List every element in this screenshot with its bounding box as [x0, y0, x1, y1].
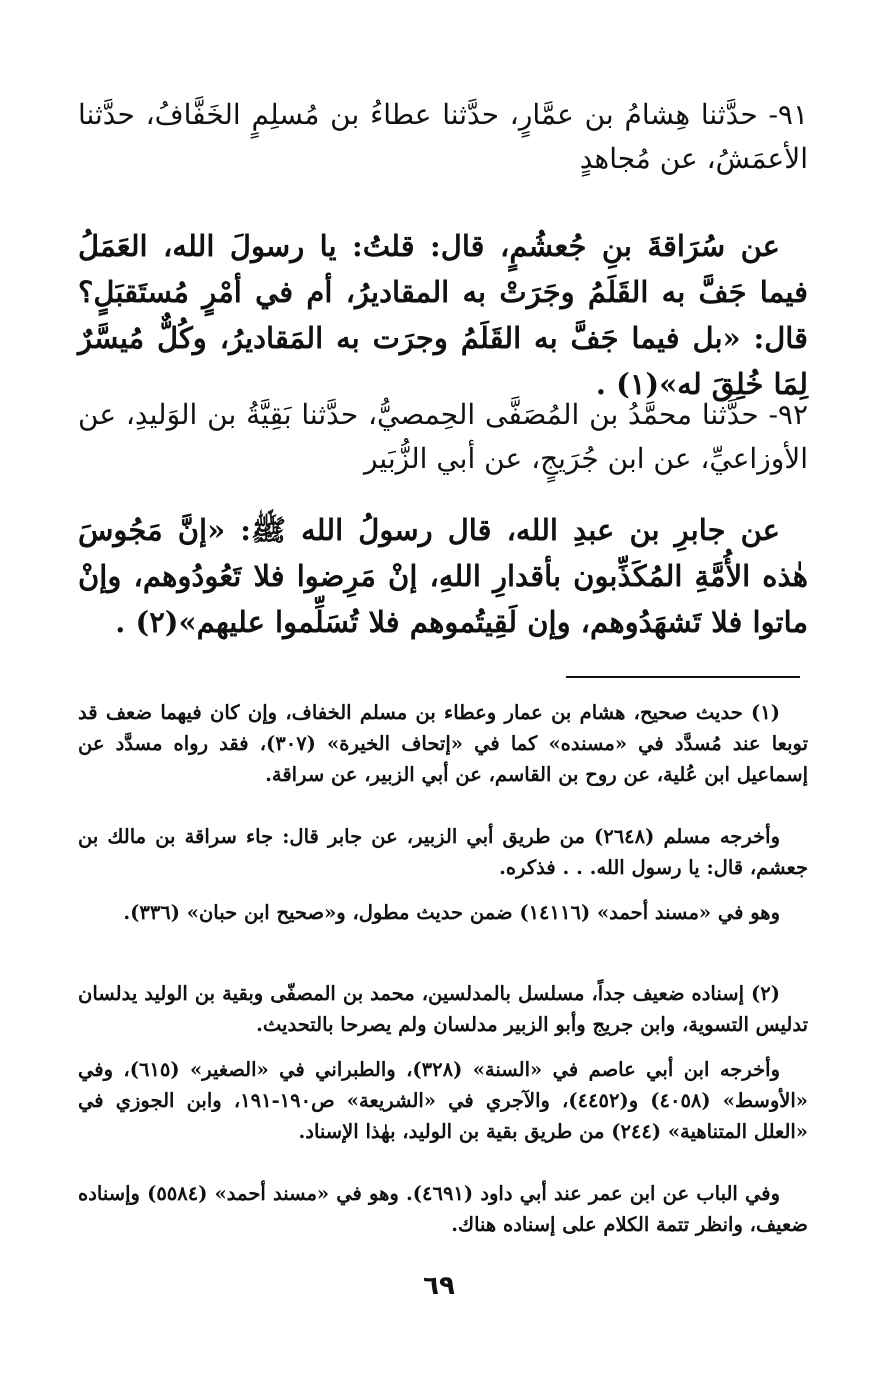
footnote-1-ahmad: وهو في «مسند أحمد» (١٤١١٦) ضمن حديث مطول، و«صحيح ابن حبان» (٣٣٦). — [123, 901, 780, 924]
footnote-2-bab: وفي الباب عن ابن عمر عند أبي داود (٤٦٩١). وهو في «مسند أحمد» (٥٥٨٤) وإسناده ضعيف، وانظر تتمة الكلام على إسناده هناك. — [78, 1182, 808, 1236]
page-number: ٦٩ — [423, 1271, 455, 1301]
hadith-92-matn: عن جابرِ بن عبدِ الله، قال رسولُ الله ﷺ: «إنَّ مَجُوسَ هٰذه الأُمَّةِ المُكَذِّبون بأقدارِ اللهِ، إنْ مَرِضوا فلا تَعُودُوهم، وإنْ ماتوا فلا تَشهَدُوهم، وإن لَقِيتُموهم فلا تُسَلِّموا عليهم»(٢) . — [78, 513, 808, 639]
footnote-divider — [566, 676, 800, 678]
footnote-2-text: (٢) إسناده ضعيف جداً، مسلسل بالمدلسين، محمد بن المصفّى وبقية بن الوليد يدلسان تدليس التسوية، وابن جريج وأبو الزبير مدلسان ولم يصرحا بالتحديث. — [78, 982, 808, 1036]
footnote-1-muslim: وأخرجه مسلم (٢٦٤٨) من طريق أبي الزبير، عن جابر قال: جاء سراقة بن مالك بن جعشم، قال: يا رسول الله. . . فذكره. — [78, 825, 808, 879]
hadith-91-isnad: ٩١- حدَّثنا هِشامُ بن عمَّارٍ، حدَّثنا عطاءُ بن مُسلِمٍ الخَفَّافُ، حدَّثنا الأعمَشُ، عن مُجاهدٍ — [78, 98, 808, 175]
footnote-2-takhrij: وأخرجه ابن أبي عاصم في «السنة» (٣٢٨)، والطبراني في «الصغير» (٦١٥)، وفي «الأوسط» (٤٠٥٨) و(٤٤٥٢)، والآجري في «الشريعة» ص١٩٠-١٩١، وابن الجوزي في «العلل المتناهية» (٢٤٤) من طريق بقية بن الوليد، بهٰذا الإسناد. — [78, 1058, 808, 1143]
hadith-91-matn: عن سُرَاقةَ بنِ جُعشُمٍ، قال: قلتُ: يا رسولَ الله، العَمَلُ فيما جَفَّ به القَلَمُ وجَرَتْ به المقاديرُ، أم في أمْرٍ مُستَقبَلٍ؟ قال: «بل فيما جَفَّ به القَلَمُ وجرَت به المَقاديرُ، وكُلٌّ مُيسَّرٌ لِمَا خُلِقَ له»(١) . — [78, 229, 808, 401]
hadith-92-isnad: ٩٢- حدَّثنا محمَّدُ بن المُصَفَّى الحِمصيُّ، حدَّثنا بَقِيَّةُ بن الوَليدِ، عن الأوزاعيِّ، عن ابن جُرَيجٍ، عن أبي الزُّبَير — [78, 398, 808, 475]
footnote-1-text: (١) حديث صحيح، هشام بن عمار وعطاء بن مسلم الخفاف، وإن كان فيهما ضعف قد توبعا عند مُسدَّد في «مسنده» كما في «إتحاف الخيرة» (٣٠٧)، فقد رواه مسدَّد عن إسماعيل ابن عُلية، عن روح بن القاسم، عن أبي الزبير، عن سراقة. — [78, 701, 808, 786]
